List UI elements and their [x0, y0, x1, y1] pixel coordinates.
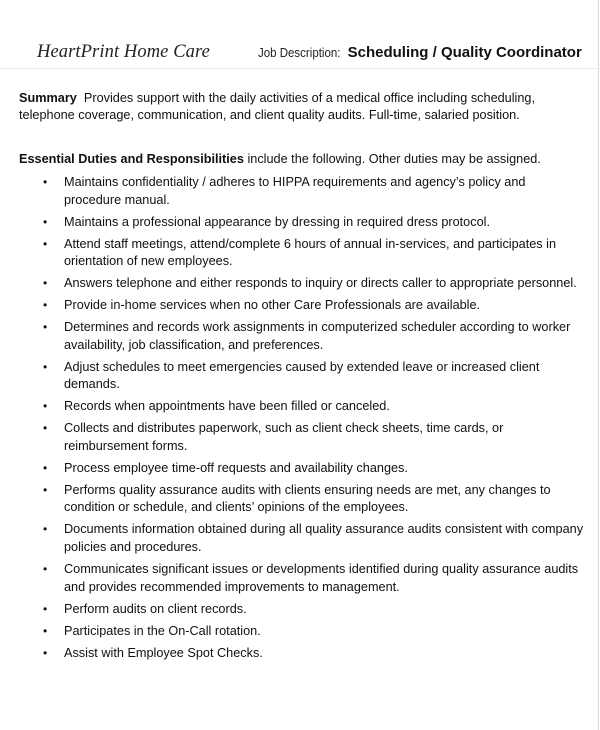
bullet-icon: •	[43, 175, 48, 189]
duty-text: Perform audits on client records.	[64, 601, 247, 616]
duties-intro-text: include the following. Other duties may be assigned.	[247, 152, 541, 166]
bullet-icon: •	[43, 359, 48, 374]
duty-text: Attend staff meetings, attend/complete 6 hours of annual in-services, and participates in orientation of new employees.	[64, 236, 557, 269]
summary-label: Summary	[19, 91, 77, 105]
list-item	[0, 359, 600, 394]
bullet-icon: •	[43, 645, 48, 660]
duties-list	[0, 174, 600, 667]
duties-label: Essential Duties and Responsibilities	[19, 152, 244, 166]
bullet-icon: •	[43, 276, 48, 291]
duty-text: Collects and distributes paperwork, such as client check sheets, time cards, or reimbursement forms.	[64, 421, 504, 453]
list-item	[0, 214, 600, 232]
duty-text: Assist with Employee Spot Checks.	[64, 645, 263, 660]
duty-text: Maintains a professional appearance by dressing in required dress protocol.	[64, 214, 490, 229]
duty-text: Answers telephone and either responds to inquiry or directs caller to appropriate personnel.	[64, 276, 577, 291]
list-item	[0, 297, 600, 315]
bullet-icon: •	[43, 561, 48, 576]
summary-text: Provides support with the daily activities of a medical office including scheduling, telephone coverage, communication, and client quality audits. Full-time, salaried position.	[19, 91, 536, 122]
job-description-label: Job Description:	[258, 46, 341, 60]
bullet-icon: •	[43, 421, 48, 436]
summary-paragraph	[19, 90, 579, 124]
bullet-icon: •	[43, 399, 48, 414]
bullet-icon: •	[43, 623, 48, 638]
list-item	[0, 398, 600, 416]
bullet-icon: •	[43, 236, 48, 251]
list-item	[0, 174, 600, 209]
list-item	[0, 319, 600, 354]
duty-text: Process employee time-off requests and availability changes.	[64, 460, 408, 475]
job-heading	[258, 44, 582, 62]
duty-text: Communicates significant issues or developments identified during quality assurance audits and provides recommended improvements to management.	[64, 561, 579, 594]
list-item	[0, 521, 600, 556]
duty-text: Maintains confidentiality / adheres to HIPPA requirements and agency’s policy and procedure manual.	[64, 175, 526, 207]
company-name: HeartPrint Home Care	[37, 42, 210, 62]
document-header	[0, 40, 600, 70]
duty-text: Adjust schedules to meet emergencies caused by extended leave or increased client demands.	[64, 359, 540, 392]
header-divider	[0, 68, 600, 69]
bullet-icon: •	[43, 460, 48, 475]
list-item	[0, 601, 600, 619]
bullet-icon: •	[43, 522, 48, 537]
list-item	[0, 482, 600, 517]
duties-heading	[19, 151, 589, 168]
bullet-icon: •	[43, 601, 48, 616]
list-item	[0, 236, 600, 271]
list-item	[0, 275, 600, 293]
duty-text: Documents information obtained during all quality assurance audits consistent with company policies and procedures.	[64, 522, 584, 554]
bullet-icon: •	[43, 214, 48, 229]
list-item	[0, 623, 600, 641]
bullet-icon: •	[43, 320, 48, 335]
duty-text: Determines and records work assignments in computerized scheduler according to worker availability, job classification, and preferences.	[64, 320, 571, 352]
job-title: Scheduling / Quality Coordinator	[347, 44, 582, 61]
bullet-icon: •	[43, 482, 48, 497]
list-item	[0, 561, 600, 596]
duty-text: Records when appointments have been filled or canceled.	[64, 399, 390, 414]
list-item	[0, 420, 600, 455]
duty-text: Performs quality assurance audits with clients ensuring needs are met, any changes to condition or schedule, and clients’ opinions of the employees.	[64, 482, 551, 515]
list-item	[0, 460, 600, 478]
duty-text: Provide in-home services when no other Care Professionals are available.	[64, 298, 481, 313]
list-item	[0, 645, 600, 663]
duty-text: Participates in the On-Call rotation.	[64, 623, 261, 638]
bullet-icon: •	[43, 298, 48, 313]
